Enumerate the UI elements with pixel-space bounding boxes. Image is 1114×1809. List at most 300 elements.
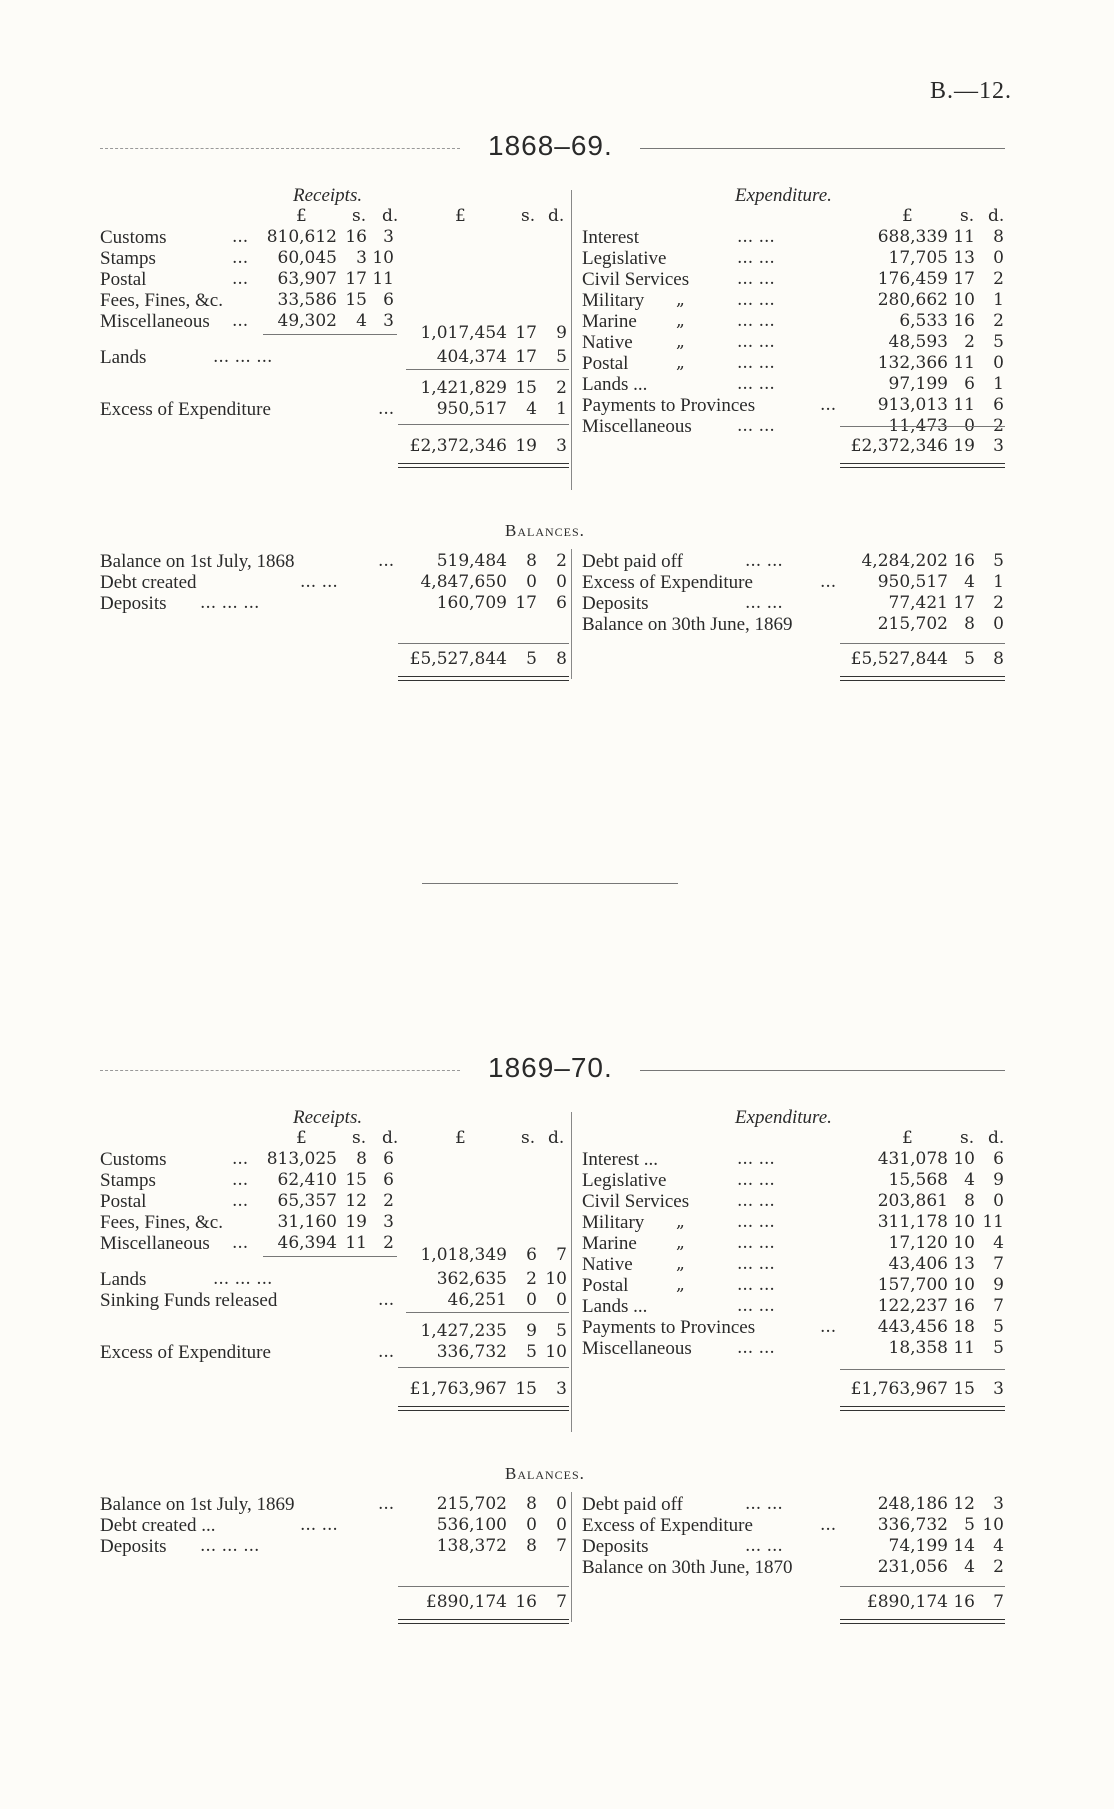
- expenditure-amount-pounds: 688,339: [877, 227, 948, 247]
- expenditure-label: Legislative: [582, 248, 667, 269]
- expenditure-amount-pounds: 157,700: [877, 1275, 948, 1295]
- expenditure-amount-shillings: 13: [953, 248, 975, 268]
- balances-total-left-pence: 8: [556, 649, 567, 669]
- expenditure-amount-shillings: 10: [953, 1212, 975, 1232]
- receipt-label: Sinking Funds released: [100, 1290, 278, 1311]
- balances-total-right-pence: 7: [993, 1592, 1004, 1612]
- leader-dots: ... ...: [745, 1494, 783, 1514]
- expenditure-amount-pence: 5: [993, 332, 1004, 352]
- receipt-label: Miscellaneous: [100, 311, 210, 332]
- receipt-label: Miscellaneous: [100, 1233, 210, 1254]
- expenditure-amount-shillings: 11: [953, 227, 975, 247]
- receipt-amount-shillings: 8: [356, 1149, 367, 1169]
- grand-rule: [398, 424, 569, 425]
- receipt-amount-pounds: 65,357: [277, 1191, 337, 1211]
- col-head-pounds: £: [902, 206, 913, 226]
- ditto-mark: „: [676, 290, 685, 310]
- leader-dots: ...: [378, 551, 395, 571]
- col-head-shillings: s.: [521, 1128, 536, 1148]
- balance-label: Deposits: [100, 1536, 167, 1557]
- receipt-amount-shillings: 16: [345, 227, 367, 247]
- balance-amount-shillings: 8: [526, 1494, 537, 1514]
- excess-amount-pounds: 950,517: [436, 399, 507, 419]
- expenditure-label: Military: [582, 1212, 645, 1233]
- receipt-amount-pence: 3: [383, 311, 394, 331]
- balance-amount-shillings: 0: [526, 1515, 537, 1535]
- expenditure-amount-pounds: 97,199: [888, 374, 948, 394]
- expenditure-amount-pounds: 17,705: [888, 248, 948, 268]
- balance-label: Balance on 1st July, 1869: [100, 1494, 295, 1515]
- leader-dots: ... ...: [745, 593, 783, 613]
- balances-total-right-shillings: 5: [964, 649, 975, 669]
- balances-rule: [840, 1586, 1005, 1587]
- expenditure-amount-pounds: 15,568: [888, 1170, 948, 1190]
- receipt-label: Excess of Expenditure: [100, 399, 271, 420]
- expenditure-label: Postal: [582, 353, 629, 374]
- grand-total-right-pence: 3: [993, 436, 1004, 456]
- lands-amount-shillings: 2: [526, 1269, 537, 1289]
- receipt-amount-shillings: 17: [345, 269, 367, 289]
- col-head-pence: d.: [548, 206, 565, 226]
- expenditure-amount-shillings: 11: [953, 1338, 975, 1358]
- receipt-label: Stamps: [100, 1170, 156, 1191]
- expenditure-amount-pence: 7: [993, 1296, 1004, 1316]
- grand-total-left-pence: 3: [556, 1379, 567, 1399]
- double-rule: [398, 676, 569, 681]
- leader-dots: ...: [378, 1494, 395, 1514]
- balance-amount-pence: 0: [556, 572, 567, 592]
- expenditure-amount-shillings: 8: [964, 1191, 975, 1211]
- balance-amount-pounds: 336,732: [877, 1515, 948, 1535]
- balance-amount-pence: 3: [993, 1494, 1004, 1514]
- receipt-amount-shillings: 15: [345, 1170, 367, 1190]
- expenditure-amount-pence: 9: [993, 1170, 1004, 1190]
- receipt-amount-pence: 6: [383, 1149, 394, 1169]
- expenditure-amount-pence: 7: [993, 1254, 1004, 1274]
- balances-rule: [398, 1586, 569, 1587]
- expenditure-amount-pence: 6: [993, 1149, 1004, 1169]
- year-heading: 1869–70.: [488, 1052, 613, 1083]
- expenditure-amount-shillings: 10: [953, 290, 975, 310]
- receipt-label: Postal: [100, 1191, 147, 1212]
- expenditure-label: Military: [582, 290, 645, 311]
- balance-amount-shillings: 0: [526, 572, 537, 592]
- expenditure-amount-pence: 5: [993, 1317, 1004, 1337]
- leader-dots: ...: [820, 572, 837, 592]
- expenditure-label: Miscellaneous: [582, 416, 692, 437]
- column-divider: [571, 1492, 572, 1622]
- leader-dots: ... ...: [300, 1515, 338, 1535]
- leader-dots: ...: [232, 1233, 249, 1253]
- leader-dots: ... ...: [737, 227, 775, 247]
- expenditure-label: Marine: [582, 1233, 637, 1254]
- receipts-subtotal-pounds: 1,018,349: [420, 1245, 507, 1265]
- page-reference: B.—12.: [930, 78, 1013, 104]
- balance-amount-pounds: 215,702: [436, 1494, 507, 1514]
- ditto-mark: „: [676, 332, 685, 352]
- col-head-shillings: s.: [352, 206, 367, 226]
- ditto-mark: „: [676, 1212, 685, 1232]
- expenditure-amount-shillings: 10: [953, 1233, 975, 1253]
- expenditure-amount-pence: 0: [993, 353, 1004, 373]
- receipt-amount-pounds: 810,612: [266, 227, 337, 247]
- leader-dots: ... ...: [737, 269, 775, 289]
- expenditure-amount-pounds: 311,178: [877, 1212, 948, 1232]
- expenditure-amount-shillings: 11: [953, 353, 975, 373]
- expenditure-amount-pounds: 132,366: [877, 353, 948, 373]
- leader-dots: ... ...: [737, 1191, 775, 1211]
- receipts-caption: Receipts.: [293, 185, 363, 206]
- leader-dots: ...: [378, 399, 395, 419]
- col-head-pounds: £: [296, 1128, 307, 1148]
- expenditure-amount-shillings: 6: [964, 374, 975, 394]
- expenditure-amount-pounds: 43,406: [888, 1254, 948, 1274]
- balance-amount-pounds: 950,517: [877, 572, 948, 592]
- receipts-subtotal-pence: 9: [556, 323, 567, 343]
- balance-amount-pounds: 77,421: [888, 593, 948, 613]
- col-head-pence: d.: [548, 1128, 565, 1148]
- receipt-amount-pence: 6: [383, 1170, 394, 1190]
- expenditure-caption: Expenditure.: [735, 185, 832, 206]
- receipts-subtotal-pounds: 1,017,454: [420, 323, 507, 343]
- balance-amount-pence: 1: [993, 572, 1004, 592]
- balance-amount-pence: 10: [982, 1515, 1004, 1535]
- expenditure-label: Native: [582, 332, 633, 353]
- year-heading: 1868–69.: [488, 130, 613, 161]
- receipt-amount-pounds: 46,394: [277, 1233, 337, 1253]
- leader-dots: ...: [232, 248, 249, 268]
- expenditure-label: Native: [582, 1254, 633, 1275]
- leader-dots: ... ... ...: [213, 347, 273, 367]
- leader-dots: ... ...: [737, 248, 775, 268]
- col-head-shillings: s.: [960, 206, 975, 226]
- leader-dots: ... ...: [737, 1275, 775, 1295]
- expenditure-amount-pounds: 203,861: [877, 1191, 948, 1211]
- balances-total-left-pounds: £890,174: [425, 1592, 507, 1612]
- col-head-pence: d.: [988, 206, 1005, 226]
- balance-amount-shillings: 17: [953, 593, 975, 613]
- double-rule: [840, 1406, 1005, 1411]
- balance-amount-pounds: 519,484: [436, 551, 507, 571]
- total-receipts-pence: 5: [556, 1321, 567, 1341]
- balance-amount-pounds: 231,056: [877, 1557, 948, 1577]
- balance-label: Balance on 1st July, 1868: [100, 551, 295, 572]
- col-head-pence: d.: [382, 206, 399, 226]
- expenditure-amount-pence: 4: [993, 1233, 1004, 1253]
- excess-amount-pounds: 336,732: [436, 1342, 507, 1362]
- leader-dots: ... ...: [737, 311, 775, 331]
- expenditure-amount-pence: 6: [993, 395, 1004, 415]
- receipts-subtotal-pence: 7: [556, 1245, 567, 1265]
- leader-dots: ... ...: [737, 1254, 775, 1274]
- balance-amount-shillings: 8: [964, 614, 975, 634]
- expenditure-amount-shillings: 0: [964, 416, 975, 436]
- receipt-amount-shillings: 15: [345, 290, 367, 310]
- balance-amount-pence: 5: [993, 551, 1004, 571]
- balances-total-left-pence: 7: [556, 1592, 567, 1612]
- balance-amount-pounds: 536,100: [436, 1515, 507, 1535]
- balance-amount-pence: 4: [993, 1536, 1004, 1556]
- balance-label: Excess of Expenditure: [582, 1515, 753, 1536]
- receipt-amount-pence: 11: [372, 269, 394, 289]
- receipt-amount-shillings: 4: [356, 311, 367, 331]
- balance-label: Excess of Expenditure: [582, 572, 753, 593]
- expenditure-label: Interest: [582, 227, 639, 248]
- double-rule: [398, 463, 569, 468]
- expenditure-label: Postal: [582, 1275, 629, 1296]
- expenditure-amount-shillings: 10: [953, 1275, 975, 1295]
- grand-rule: [840, 1369, 1005, 1370]
- leader-dots: ... ...: [737, 290, 775, 310]
- column-divider: [571, 1112, 572, 1432]
- lands-amount-pence: 10: [545, 1269, 567, 1289]
- receipt-amount-pounds: 31,160: [277, 1212, 337, 1232]
- col-head-shillings: s.: [960, 1128, 975, 1148]
- leader-dots: ... ...: [737, 332, 775, 352]
- grand-total-right-shillings: 19: [953, 436, 975, 456]
- expenditure-label: Civil Services: [582, 1191, 690, 1212]
- balance-label: Debt paid off: [582, 1494, 683, 1515]
- col-head-pounds: £: [296, 206, 307, 226]
- balance-label: Deposits: [582, 593, 649, 614]
- expenditure-amount-shillings: 2: [964, 332, 975, 352]
- leader-dots: ...: [820, 1317, 837, 1337]
- leader-dots: ... ...: [737, 1296, 775, 1316]
- balances-total-right-pounds: £5,527,844: [850, 649, 948, 669]
- grand-total-right-pounds: £1,763,967: [850, 1379, 948, 1399]
- receipt-label: Customs: [100, 227, 167, 248]
- expenditure-amount-shillings: 10: [953, 1149, 975, 1169]
- expenditure-label: Miscellaneous: [582, 1338, 692, 1359]
- balances-total-left-shillings: 5: [526, 649, 537, 669]
- expenditure-amount-pence: 9: [993, 1275, 1004, 1295]
- ditto-mark: „: [676, 353, 685, 373]
- leader-dots: ...: [820, 1515, 837, 1535]
- balance-amount-shillings: 17: [515, 593, 537, 613]
- expenditure-amount-pounds: 122,237: [877, 1296, 948, 1316]
- balance-amount-pence: 0: [556, 1494, 567, 1514]
- heading-rule-right: [640, 1070, 1005, 1071]
- ditto-mark: „: [676, 1275, 685, 1295]
- balance-amount-pounds: 138,372: [436, 1536, 507, 1556]
- ditto-mark: „: [676, 1254, 685, 1274]
- receipt-amount-pounds: 813,025: [266, 1149, 337, 1169]
- balance-amount-shillings: 12: [953, 1494, 975, 1514]
- leader-dots: ... ...: [745, 1536, 783, 1556]
- heading-rule-left: [100, 148, 460, 149]
- expenditure-amount-pence: 2: [993, 311, 1004, 331]
- receipt-label: Excess of Expenditure: [100, 1342, 271, 1363]
- total-rule: [406, 369, 569, 370]
- expenditure-amount-shillings: 17: [953, 269, 975, 289]
- balance-label: Debt created: [100, 572, 197, 593]
- expenditure-amount-pounds: 280,662: [877, 290, 948, 310]
- leader-dots: ... ...: [737, 1233, 775, 1253]
- balance-amount-pence: 0: [556, 1515, 567, 1535]
- receipt-amount-pence: 2: [383, 1233, 394, 1253]
- receipt-label: Fees, Fines, &c.: [100, 1212, 223, 1233]
- double-rule: [398, 1406, 569, 1411]
- double-rule: [398, 1619, 569, 1624]
- expenditure-amount-shillings: 13: [953, 1254, 975, 1274]
- leader-dots: ... ...: [745, 551, 783, 571]
- expenditure-amount-pounds: 443,456: [877, 1317, 948, 1337]
- balance-label: Debt created ...: [100, 1515, 216, 1536]
- expenditure-label: Civil Services: [582, 269, 690, 290]
- col-head-pounds: £: [902, 1128, 913, 1148]
- receipt-label: Stamps: [100, 248, 156, 269]
- expenditure-amount-pounds: 6,533: [899, 311, 948, 331]
- col-head-shillings: s.: [521, 206, 536, 226]
- balance-amount-pounds: 74,199: [888, 1536, 948, 1556]
- leader-dots: ... ...: [300, 572, 338, 592]
- receipts-subtotal-shillings: 17: [515, 323, 537, 343]
- total-rule: [406, 1312, 569, 1313]
- receipt-amount-shillings: 3: [356, 248, 367, 268]
- lands-amount-pounds: 404,374: [436, 347, 507, 367]
- col-head-pence: d.: [988, 1128, 1005, 1148]
- balance-amount-shillings: 4: [964, 1557, 975, 1577]
- leader-dots: ...: [378, 1290, 395, 1310]
- expenditure-label: Payments to Provinces: [582, 1317, 756, 1338]
- receipt-amount-shillings: 19: [345, 1212, 367, 1232]
- leader-dots: ...: [378, 1342, 395, 1362]
- leader-dots: ...: [232, 1191, 249, 1211]
- balance-amount-shillings: 14: [953, 1536, 975, 1556]
- column-divider: [571, 190, 572, 490]
- receipt-amount-shillings: 11: [345, 1233, 367, 1253]
- section-divider: [422, 883, 678, 884]
- receipt-amount-pence: 6: [383, 290, 394, 310]
- leader-dots: ... ... ...: [200, 593, 260, 613]
- sinking-amount-pence: 0: [556, 1290, 567, 1310]
- expenditure-amount-pounds: 913,013: [877, 395, 948, 415]
- expenditure-amount-pence: 11: [982, 1212, 1004, 1232]
- leader-dots: ... ... ...: [200, 1536, 260, 1556]
- expenditure-amount-pence: 5: [993, 1338, 1004, 1358]
- heading-rule-right: [640, 148, 1005, 149]
- receipt-label: Lands: [100, 1269, 147, 1290]
- leader-dots: ... ...: [737, 416, 775, 436]
- grand-total-left-shillings: 19: [515, 436, 537, 456]
- grand-total-right-shillings: 15: [953, 1379, 975, 1399]
- leader-dots: ... ...: [737, 374, 775, 394]
- total-receipts-pounds: 1,421,829: [420, 378, 507, 398]
- receipt-amount-pence: 10: [372, 248, 394, 268]
- balance-amount-shillings: 4: [964, 572, 975, 592]
- balance-amount-shillings: 16: [953, 551, 975, 571]
- receipt-amount-pence: 2: [383, 1191, 394, 1211]
- double-rule: [840, 463, 1005, 468]
- leader-dots: ...: [232, 1149, 249, 1169]
- col-head-pounds: £: [455, 206, 466, 226]
- col-head-shillings: s.: [352, 1128, 367, 1148]
- leader-dots: ...: [232, 1170, 249, 1190]
- expenditure-label: Lands ...: [582, 1296, 648, 1317]
- receipt-label: Fees, Fines, &c.: [100, 290, 223, 311]
- leader-dots: ... ...: [737, 1212, 775, 1232]
- leader-dots: ...: [232, 311, 249, 331]
- leader-dots: ...: [232, 227, 249, 247]
- balance-amount-pounds: 160,709: [436, 593, 507, 613]
- receipt-amount-shillings: 12: [345, 1191, 367, 1211]
- balance-amount-pence: 2: [993, 1557, 1004, 1577]
- grand-total-right-pence: 3: [993, 1379, 1004, 1399]
- col-head-pence: d.: [382, 1128, 399, 1148]
- double-rule: [840, 1619, 1005, 1624]
- lands-amount-pence: 5: [556, 347, 567, 367]
- balances-caption: Balances.: [505, 521, 585, 540]
- expenditure-amount-shillings: 11: [953, 395, 975, 415]
- balance-amount-pounds: 4,847,650: [420, 572, 507, 592]
- balances-total-right-pence: 8: [993, 649, 1004, 669]
- sinking-amount-pounds: 46,251: [447, 1290, 507, 1310]
- expenditure-amount-pence: 2: [993, 416, 1004, 436]
- receipt-amount-pounds: 33,586: [277, 290, 337, 310]
- balance-label: Debt paid off: [582, 551, 683, 572]
- expenditure-amount-pounds: 18,358: [888, 1338, 948, 1358]
- receipt-amount-pence: 3: [383, 227, 394, 247]
- receipt-amount-pounds: 63,907: [277, 269, 337, 289]
- expenditure-amount-pounds: 17,120: [888, 1233, 948, 1253]
- expenditure-amount-pence: 0: [993, 1191, 1004, 1211]
- balance-label: Deposits: [582, 1536, 649, 1557]
- balance-amount-pounds: 215,702: [877, 614, 948, 634]
- receipt-label: Lands: [100, 347, 147, 368]
- expenditure-amount-shillings: 16: [953, 311, 975, 331]
- receipt-label: Customs: [100, 1149, 167, 1170]
- excess-amount-shillings: 5: [526, 1342, 537, 1362]
- expenditure-label: Legislative: [582, 1170, 667, 1191]
- excess-amount-shillings: 4: [526, 399, 537, 419]
- balance-amount-pence: 6: [556, 593, 567, 613]
- expenditure-label: Marine: [582, 311, 637, 332]
- expenditure-amount-pounds: 431,078: [877, 1149, 948, 1169]
- balances-rule: [398, 643, 569, 644]
- leader-dots: ... ...: [737, 1338, 775, 1358]
- receipt-amount-pence: 3: [383, 1212, 394, 1232]
- expenditure-label: Interest ...: [582, 1149, 658, 1170]
- grand-total-left-pence: 3: [556, 436, 567, 456]
- balances-total-left-shillings: 16: [515, 1592, 537, 1612]
- grand-total-left-pounds: £1,763,967: [409, 1379, 507, 1399]
- leader-dots: ...: [232, 269, 249, 289]
- balance-label: Balance on 30th June, 1870: [582, 1557, 793, 1578]
- balance-amount-pounds: 248,186: [877, 1494, 948, 1514]
- balance-amount-shillings: 8: [526, 1536, 537, 1556]
- grand-rule: [398, 1367, 569, 1368]
- expenditure-label: Lands ...: [582, 374, 648, 395]
- expenditure-amount-pounds: 176,459: [877, 269, 948, 289]
- leader-dots: ... ...: [737, 1149, 775, 1169]
- total-receipts-pounds: 1,427,235: [420, 1321, 507, 1341]
- total-receipts-shillings: 15: [515, 378, 537, 398]
- balances-rule: [840, 643, 1005, 644]
- column-divider: [571, 549, 572, 679]
- expenditure-amount-shillings: 18: [953, 1317, 975, 1337]
- expenditure-caption: Expenditure.: [735, 1107, 832, 1128]
- expenditure-amount-shillings: 4: [964, 1170, 975, 1190]
- balance-amount-pence: 2: [556, 551, 567, 571]
- expenditure-amount-pounds: 11,473: [888, 416, 948, 436]
- col-head-pounds: £: [455, 1128, 466, 1148]
- total-receipts-pence: 2: [556, 378, 567, 398]
- balance-amount-pence: 7: [556, 1536, 567, 1556]
- total-receipts-shillings: 9: [526, 1321, 537, 1341]
- balance-amount-pounds: 4,284,202: [861, 551, 948, 571]
- lands-amount-shillings: 17: [515, 347, 537, 367]
- grand-total-left-pounds: £2,372,346: [409, 436, 507, 456]
